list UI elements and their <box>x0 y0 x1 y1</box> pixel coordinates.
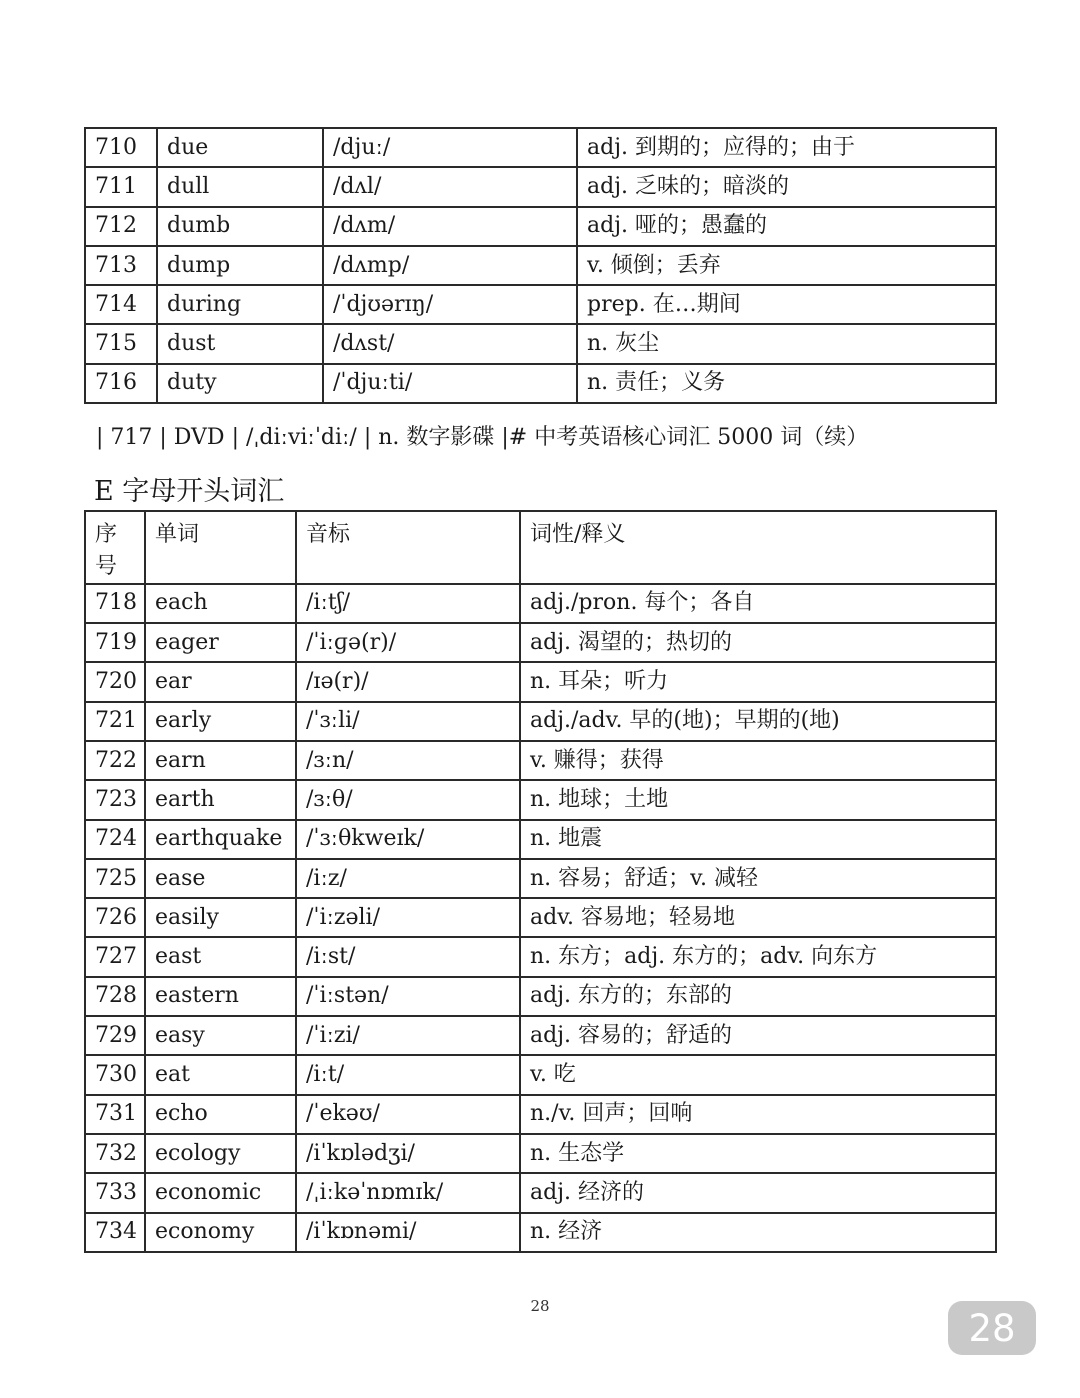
cell-number: 727 <box>85 937 145 976</box>
cell-word: earth <box>145 780 296 819</box>
header-word: 单词 <box>145 511 296 584</box>
vocab-table-d-body <box>85 128 996 403</box>
cell-number: 721 <box>85 702 145 741</box>
vocab-table-e <box>84 510 997 1253</box>
cell-meaning: prep. 在…期间 <box>577 285 996 324</box>
cell-word: ecology <box>145 1134 296 1173</box>
cell-word: duty <box>157 364 323 403</box>
cell-word: each <box>145 584 296 623</box>
table-row <box>85 623 996 662</box>
cell-meaning: adj. 到期的；应得的；由于 <box>577 128 996 167</box>
cell-meaning: v. 赚得；获得 <box>520 741 996 780</box>
cell-word: early <box>145 702 296 741</box>
cell-meaning: adj. 经济的 <box>520 1173 996 1212</box>
cell-meaning: v. 倾倒；丢弃 <box>577 246 996 285</box>
cell-number: 733 <box>85 1173 145 1212</box>
table-row <box>85 364 996 403</box>
vocab-table-e-body <box>85 511 996 1252</box>
cell-phonetic: /iˈkɒlədʒi/ <box>296 1134 520 1173</box>
cell-word: due <box>157 128 323 167</box>
cell-number: 728 <box>85 977 145 1016</box>
stray-markdown-line: | 717 | DVD | /ˌdiːviːˈdiː/ | n. 数字影碟 |# 中考英语核心词汇 5000 词（续） <box>96 425 869 450</box>
cell-phonetic: /ˈiːɡə(r)/ <box>296 623 520 662</box>
cell-number: 719 <box>85 623 145 662</box>
table-row <box>85 898 996 937</box>
cell-number: 716 <box>85 364 157 403</box>
cell-word: easy <box>145 1016 296 1055</box>
cell-phonetic: /ˈiːzəli/ <box>296 898 520 937</box>
cell-word: economy <box>145 1213 296 1252</box>
table-row <box>85 937 996 976</box>
header-number-line1: 序 <box>95 522 118 547</box>
page-number: 28 <box>530 1297 550 1315</box>
header-number-line2: 号 <box>95 553 118 579</box>
page-number-badge: 28 <box>948 1301 1036 1355</box>
cell-word: echo <box>145 1095 296 1134</box>
cell-word: dust <box>157 324 323 363</box>
table-row <box>85 1173 996 1212</box>
cell-phonetic: /iˈkɒnəmi/ <box>296 1213 520 1252</box>
vocab-table-d <box>84 127 997 404</box>
cell-phonetic: /ˈiːstən/ <box>296 977 520 1016</box>
table-row <box>85 662 996 701</box>
table-row <box>85 859 996 898</box>
cell-meaning: adj. 乏味的；暗淡的 <box>577 167 996 206</box>
table-row <box>85 977 996 1016</box>
cell-meaning: adj. 渴望的；热切的 <box>520 623 996 662</box>
cell-meaning: n. 东方；adj. 东方的；adv. 向东方 <box>520 937 996 976</box>
cell-word: dumb <box>157 207 323 246</box>
header-meaning: 词性/释义 <box>520 511 996 584</box>
cell-number: 722 <box>85 741 145 780</box>
cell-meaning: adj./pron. 每个；各自 <box>520 584 996 623</box>
table-row <box>85 1016 996 1055</box>
cell-word: eastern <box>145 977 296 1016</box>
cell-number: 730 <box>85 1055 145 1094</box>
table-row <box>85 285 996 324</box>
cell-word: dull <box>157 167 323 206</box>
cell-number: 710 <box>85 128 157 167</box>
cell-number: 723 <box>85 780 145 819</box>
cell-number: 715 <box>85 324 157 363</box>
cell-word: ear <box>145 662 296 701</box>
table-row <box>85 780 996 819</box>
cell-meaning: n. 地震 <box>520 820 996 859</box>
cell-phonetic: /ˈdjʊərɪŋ/ <box>323 285 577 324</box>
cell-meaning: n. 责任；义务 <box>577 364 996 403</box>
table-row <box>85 702 996 741</box>
cell-phonetic: /ˈdjuːti/ <box>323 364 577 403</box>
cell-word: eager <box>145 623 296 662</box>
cell-word: dump <box>157 246 323 285</box>
cell-meaning: v. 吃 <box>520 1055 996 1094</box>
table-row <box>85 820 996 859</box>
cell-phonetic: /dʌmp/ <box>323 246 577 285</box>
cell-phonetic: /dʌm/ <box>323 207 577 246</box>
table-row <box>85 584 996 623</box>
cell-number: 720 <box>85 662 145 701</box>
cell-word: earthquake <box>145 820 296 859</box>
table-row <box>85 1095 996 1134</box>
cell-number: 725 <box>85 859 145 898</box>
table-row <box>85 741 996 780</box>
cell-number: 714 <box>85 285 157 324</box>
cell-meaning: n. 容易；舒适；v. 减轻 <box>520 859 996 898</box>
cell-number: 726 <box>85 898 145 937</box>
cell-number: 724 <box>85 820 145 859</box>
cell-number: 732 <box>85 1134 145 1173</box>
cell-word: economic <box>145 1173 296 1212</box>
cell-word: during <box>157 285 323 324</box>
cell-word: eat <box>145 1055 296 1094</box>
cell-phonetic: /ɜːθ/ <box>296 780 520 819</box>
cell-phonetic: /ˈekəʊ/ <box>296 1095 520 1134</box>
cell-meaning: n. 经济 <box>520 1213 996 1252</box>
table-row <box>85 1213 996 1252</box>
header-number <box>85 511 145 584</box>
cell-phonetic: /ˈiːzi/ <box>296 1016 520 1055</box>
table-row <box>85 246 996 285</box>
cell-phonetic: /ˈɜːθkweɪk/ <box>296 820 520 859</box>
cell-number: 734 <box>85 1213 145 1252</box>
cell-phonetic: /ɪə(r)/ <box>296 662 520 701</box>
cell-phonetic: /ˈɜːli/ <box>296 702 520 741</box>
cell-word: earn <box>145 741 296 780</box>
cell-meaning: adj./adv. 早的(地)；早期的(地) <box>520 702 996 741</box>
cell-number: 729 <box>85 1016 145 1055</box>
cell-meaning: n. 灰尘 <box>577 324 996 363</box>
cell-meaning: adj. 东方的；东部的 <box>520 977 996 1016</box>
table-row <box>85 1055 996 1094</box>
cell-word: ease <box>145 859 296 898</box>
cell-number: 731 <box>85 1095 145 1134</box>
cell-number: 713 <box>85 246 157 285</box>
table-row <box>85 167 996 206</box>
cell-meaning: adv. 容易地；轻易地 <box>520 898 996 937</box>
table-header-row <box>85 511 996 584</box>
cell-phonetic: /iːtʃ/ <box>296 584 520 623</box>
cell-number: 712 <box>85 207 157 246</box>
section-title: E 字母开头词汇 <box>94 476 285 507</box>
cell-meaning: adj. 哑的；愚蠢的 <box>577 207 996 246</box>
cell-phonetic: /iːst/ <box>296 937 520 976</box>
cell-word: easily <box>145 898 296 937</box>
cell-phonetic: /ɜːn/ <box>296 741 520 780</box>
cell-meaning: n. 耳朵；听力 <box>520 662 996 701</box>
cell-phonetic: /iːt/ <box>296 1055 520 1094</box>
table-row <box>85 324 996 363</box>
table-row <box>85 128 996 167</box>
cell-phonetic: /djuː/ <box>323 128 577 167</box>
cell-number: 711 <box>85 167 157 206</box>
cell-word: east <box>145 937 296 976</box>
cell-meaning: adj. 容易的；舒适的 <box>520 1016 996 1055</box>
cell-meaning: n. 地球；土地 <box>520 780 996 819</box>
cell-phonetic: /ˌiːkəˈnɒmɪk/ <box>296 1173 520 1212</box>
cell-meaning: n./v. 回声；回响 <box>520 1095 996 1134</box>
header-phonetic: 音标 <box>296 511 520 584</box>
cell-phonetic: /dʌl/ <box>323 167 577 206</box>
cell-phonetic: /dʌst/ <box>323 324 577 363</box>
table-row <box>85 1134 996 1173</box>
cell-phonetic: /iːz/ <box>296 859 520 898</box>
table-row <box>85 207 996 246</box>
cell-meaning: n. 生态学 <box>520 1134 996 1173</box>
cell-number: 718 <box>85 584 145 623</box>
